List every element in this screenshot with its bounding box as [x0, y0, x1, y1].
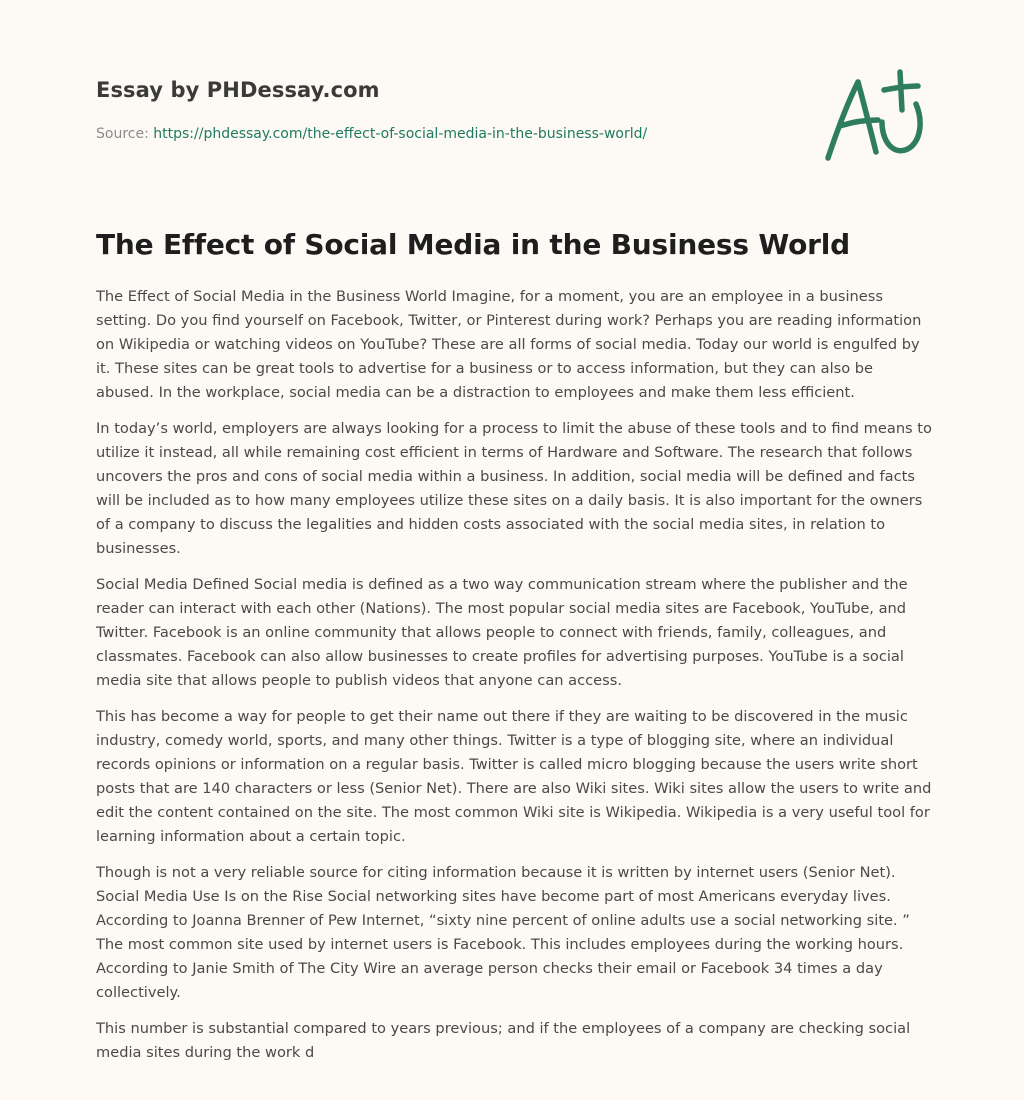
source-line [96, 124, 796, 144]
essay-paragraph: Social Media Defined Social media is defined as a two way communication stream where the publisher and the reader can interact with each other (Nations). The most popular social media sites are Facebook, YouTube, and Twitter. Facebook is an online community that allows people to connect with friends, family, colleagues, and classmates. Facebook can also allow businesses to create profiles for advertising purposes. YouTube is a social media site that allows people to publish videos that anyone can access. [96, 576, 908, 689]
essay-title: The Effect of Social Media in the Business World [96, 228, 850, 261]
logo-plus-horizontal [884, 86, 918, 90]
logo-a-right-stroke [858, 82, 876, 152]
essay-body [96, 285, 932, 1100]
logo-a-crossbar [840, 120, 878, 126]
essay-paragraph: The Effect of Social Media in the Business World Imagine, for a moment, you are an employee in a business setting. Do you find yourself on Facebook, Twitter, or Pinterest during work? Perhaps you are reading information on Wikipedia or watching videos on YouTube? These are all forms of social media. Today our world is engulfed by it. These sites can be great tools to advertise for a business or to access information, but they can also be abused. In the workplace, social media can be a distraction to employees and make them less efficient. [96, 288, 922, 401]
a-plus-grade-icon [818, 64, 930, 168]
a-plus-logo-svg [818, 64, 930, 168]
source-link[interactable]: https://phdessay.com/the-effect-of-social-media-in-the-business-world/ [153, 126, 648, 142]
essay-paragraph: Though is not a very reliable source for citing information because it is written by internet users (Senior Net). Social Media Use Is on the Rise Social networking sites have become part of most Americans everyday lives. According to Joanna Brenner of Pew Internet, “sixty nine percent of online adults use a social networking site. ” The most common site used by internet users is Facebook. This includes employees during the working hours. According to Janie Smith of The City Wire an average person checks their email or Facebook 34 times a day collectively. [96, 864, 910, 1001]
essay-paragraph: In today’s world, employers are always looking for a process to limit the abuse of these tools and to find means to utilize it instead, all while remaining cost efficient in terms of Hardware and Software. The research that follows uncovers the pros and cons of social media within a business. In addition, social media will be defined and facts will be included as to how many employees utilize these sites on a daily basis. It is also important for the owners of a company to discuss the legalities and hidden costs associated with the social media sites, in relation to businesses. [96, 420, 932, 557]
essay-paragraph: This number is substantial compared to years previous; and if the employees of a company are checking social media sites during the work d [96, 1020, 911, 1061]
site-header [96, 76, 796, 144]
site-title: Essay by PHDessay.com [96, 78, 380, 102]
source-label: Source: [96, 126, 149, 142]
logo-plus-vertical [900, 72, 902, 110]
essay-paragraph: This has become a way for people to get their name out there if they are waiting to be discovered in the music industry, comedy world, sports, and many other things. Twitter is a type of blogging site, where an individual records opinions or information on a regular basis. Twitter is called micro blogging because the users write short posts that are 140 characters or less (Senior Net). There are also Wiki sites. Wiki sites allow the users to write and edit the content contained on the site. The most common Wiki site is Wikipedia. Wikipedia is a very useful tool for learning information about a certain topic. [96, 708, 932, 845]
